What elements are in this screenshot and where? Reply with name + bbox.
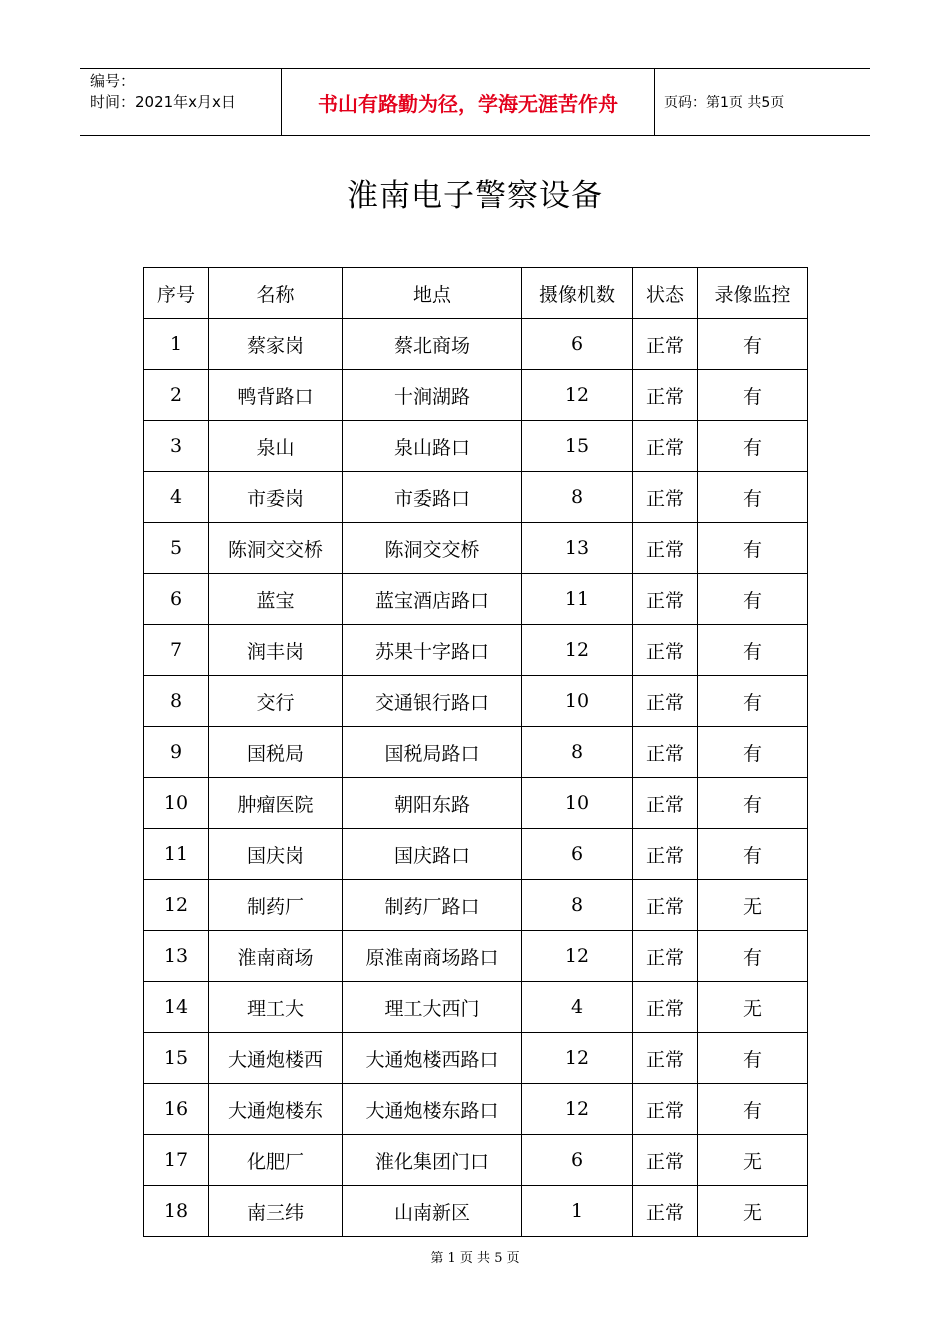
- cell-camera-count: 12: [522, 1033, 633, 1084]
- cell-index: 7: [144, 625, 209, 676]
- table-row: [144, 829, 808, 880]
- cell-camera-count: 15: [522, 421, 633, 472]
- cell-status: 正常: [633, 982, 698, 1033]
- header-motto: 书山有路勤为径，学海无涯苦作舟: [318, 91, 618, 116]
- cell-name: 市委岗: [209, 472, 343, 523]
- table-row: [144, 370, 808, 421]
- cell-name: 大通炮楼西: [209, 1033, 343, 1084]
- table-row: [144, 880, 808, 931]
- cell-camera-count: 6: [522, 1135, 633, 1186]
- header-divider: [654, 69, 655, 135]
- cell-name: 国税局: [209, 727, 343, 778]
- cell-camera-count: 12: [522, 370, 633, 421]
- cell-recording: 有: [698, 931, 808, 982]
- table-header-row: [144, 268, 808, 319]
- cell-camera-count: 10: [522, 676, 633, 727]
- cell-index: 16: [144, 1084, 209, 1135]
- cell-status: 正常: [633, 523, 698, 574]
- cell-index: 4: [144, 472, 209, 523]
- cell-camera-count: 12: [522, 625, 633, 676]
- cell-index: 10: [144, 778, 209, 829]
- cell-location: 原淮南商场路口: [343, 931, 522, 982]
- cell-index: 2: [144, 370, 209, 421]
- cell-index: 3: [144, 421, 209, 472]
- cell-status: 正常: [633, 625, 698, 676]
- cell-camera-count: 4: [522, 982, 633, 1033]
- cell-status: 正常: [633, 931, 698, 982]
- cell-index: 1: [144, 319, 209, 370]
- cell-recording: 有: [698, 727, 808, 778]
- cell-status: 正常: [633, 574, 698, 625]
- cell-status: 正常: [633, 1186, 698, 1237]
- cell-location: 泉山路口: [343, 421, 522, 472]
- cell-name: 润丰岗: [209, 625, 343, 676]
- equipment-table: [143, 267, 808, 1237]
- cell-status: 正常: [633, 421, 698, 472]
- cell-name: 化肥厂: [209, 1135, 343, 1186]
- cell-index: 9: [144, 727, 209, 778]
- column-header-status: 状态: [633, 268, 698, 319]
- cell-status: 正常: [633, 727, 698, 778]
- cell-name: 交行: [209, 676, 343, 727]
- cell-name: 制药厂: [209, 880, 343, 931]
- cell-status: 正常: [633, 676, 698, 727]
- cell-location: 理工大西门: [343, 982, 522, 1033]
- cell-camera-count: 6: [522, 319, 633, 370]
- header-meta: [90, 71, 236, 113]
- cell-recording: 无: [698, 1135, 808, 1186]
- cell-status: 正常: [633, 472, 698, 523]
- cell-name: 陈洞交交桥: [209, 523, 343, 574]
- cell-camera-count: 10: [522, 778, 633, 829]
- column-header-camera-count: 摄像机数: [522, 268, 633, 319]
- cell-status: 正常: [633, 778, 698, 829]
- cell-status: 正常: [633, 370, 698, 421]
- table-row: [144, 1135, 808, 1186]
- cell-location: 蔡北商场: [343, 319, 522, 370]
- cell-index: 18: [144, 1186, 209, 1237]
- cell-name: 鸭背路口: [209, 370, 343, 421]
- cell-recording: 有: [698, 625, 808, 676]
- header-page-number: 页码：第1页 共5页: [664, 95, 785, 111]
- table-row: [144, 1033, 808, 1084]
- cell-recording: 有: [698, 472, 808, 523]
- cell-camera-count: 11: [522, 574, 633, 625]
- cell-recording: 有: [698, 778, 808, 829]
- table-row: [144, 727, 808, 778]
- page-footer: 第 1 页 共 5 页: [430, 1251, 520, 1266]
- page-header: [80, 68, 870, 136]
- table-row: [144, 1084, 808, 1135]
- cell-status: 正常: [633, 829, 698, 880]
- table-row: [144, 574, 808, 625]
- cell-status: 正常: [633, 319, 698, 370]
- cell-camera-count: 6: [522, 829, 633, 880]
- cell-index: 11: [144, 829, 209, 880]
- document-time-label: 时间：2021年x月x日: [90, 93, 236, 111]
- cell-recording: 有: [698, 1033, 808, 1084]
- cell-recording: 无: [698, 880, 808, 931]
- cell-status: 正常: [633, 1084, 698, 1135]
- cell-location: 十涧湖路: [343, 370, 522, 421]
- table-row: [144, 931, 808, 982]
- table-row: [144, 625, 808, 676]
- cell-camera-count: 12: [522, 931, 633, 982]
- table-row: [144, 472, 808, 523]
- document-number-label: 编号：: [90, 72, 136, 90]
- cell-index: 6: [144, 574, 209, 625]
- table-row: [144, 676, 808, 727]
- cell-location: 苏果十字路口: [343, 625, 522, 676]
- cell-index: 12: [144, 880, 209, 931]
- column-header-location: 地点: [343, 268, 522, 319]
- cell-location: 制药厂路口: [343, 880, 522, 931]
- cell-location: 山南新区: [343, 1186, 522, 1237]
- table-row: [144, 778, 808, 829]
- cell-camera-count: 12: [522, 1084, 633, 1135]
- cell-location: 国税局路口: [343, 727, 522, 778]
- cell-name: 蓝宝: [209, 574, 343, 625]
- cell-name: 泉山: [209, 421, 343, 472]
- column-header-index: 序号: [144, 268, 209, 319]
- cell-camera-count: 1: [522, 1186, 633, 1237]
- cell-name: 国庆岗: [209, 829, 343, 880]
- cell-name: 淮南商场: [209, 931, 343, 982]
- cell-location: 大通炮楼西路口: [343, 1033, 522, 1084]
- cell-status: 正常: [633, 1033, 698, 1084]
- cell-location: 国庆路口: [343, 829, 522, 880]
- cell-camera-count: 8: [522, 880, 633, 931]
- cell-status: 正常: [633, 880, 698, 931]
- cell-index: 8: [144, 676, 209, 727]
- cell-index: 13: [144, 931, 209, 982]
- cell-recording: 无: [698, 1186, 808, 1237]
- cell-name: 理工大: [209, 982, 343, 1033]
- column-header-recording: 录像监控: [698, 268, 808, 319]
- cell-index: 5: [144, 523, 209, 574]
- cell-location: 大通炮楼东路口: [343, 1084, 522, 1135]
- cell-name: 大通炮楼东: [209, 1084, 343, 1135]
- cell-recording: 无: [698, 982, 808, 1033]
- cell-location: 蓝宝酒店路口: [343, 574, 522, 625]
- cell-location: 市委路口: [343, 472, 522, 523]
- cell-location: 交通银行路口: [343, 676, 522, 727]
- column-header-name: 名称: [209, 268, 343, 319]
- cell-index: 14: [144, 982, 209, 1033]
- cell-index: 17: [144, 1135, 209, 1186]
- cell-index: 15: [144, 1033, 209, 1084]
- cell-recording: 有: [698, 421, 808, 472]
- table-row: [144, 421, 808, 472]
- table-row: [144, 982, 808, 1033]
- cell-camera-count: 8: [522, 727, 633, 778]
- table-row: [144, 523, 808, 574]
- table-row: [144, 319, 808, 370]
- cell-camera-count: 8: [522, 472, 633, 523]
- cell-name: 蔡家岗: [209, 319, 343, 370]
- cell-name: 南三纬: [209, 1186, 343, 1237]
- cell-recording: 有: [698, 829, 808, 880]
- table-row: [144, 1186, 808, 1237]
- cell-location: 淮化集团门口: [343, 1135, 522, 1186]
- cell-recording: 有: [698, 574, 808, 625]
- cell-recording: 有: [698, 676, 808, 727]
- cell-recording: 有: [698, 1084, 808, 1135]
- cell-recording: 有: [698, 319, 808, 370]
- cell-recording: 有: [698, 523, 808, 574]
- cell-status: 正常: [633, 1135, 698, 1186]
- document-title: 淮南电子警察设备: [347, 178, 603, 214]
- cell-camera-count: 13: [522, 523, 633, 574]
- table-body: [144, 319, 808, 1237]
- cell-location: 陈洞交交桥: [343, 523, 522, 574]
- cell-location: 朝阳东路: [343, 778, 522, 829]
- cell-name: 肿瘤医院: [209, 778, 343, 829]
- cell-recording: 有: [698, 370, 808, 421]
